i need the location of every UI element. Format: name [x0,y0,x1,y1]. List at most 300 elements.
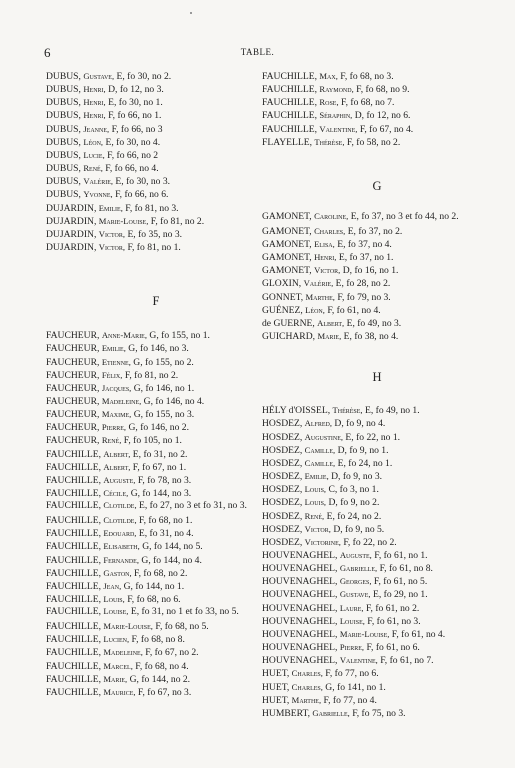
entry-surname: HÉLY d'OISSEL, [262,405,331,417]
index-entry [262,291,492,304]
section-letter-g: G [372,178,382,193]
index-entry [262,483,492,496]
entry-given-name: Augustine, [304,431,344,442]
entry-reference: G, fo 144, no 1. [123,580,185,592]
index-entry [262,264,492,277]
entry-surname: DUJARDIN, [46,202,97,214]
entry-surname: HOSDEZ, [262,418,303,430]
entry-given-name: Séraphin, [319,110,353,121]
entry-given-name: Victor, [314,265,341,276]
entry-reference: F, fo 66, no 3 [111,123,163,135]
entry-given-name: Léon, [305,304,325,315]
entry-reference: F, fo 61, no 2. [365,602,420,614]
index-entry [262,694,492,707]
entry-surname: FAUCHEUR, [46,343,100,355]
entry-reference: E, fo 37, no 4. [337,239,392,250]
entry-given-name: René, [83,163,103,174]
entry-reference: F, fo 61, no 3. [367,615,421,627]
entry-given-name: Victor, [304,523,331,534]
entry-reference: G, fo 146, no 3. [128,343,189,355]
section-letter-h: H [372,370,382,385]
index-entry [46,620,266,633]
entry-surname: HOUVENAGHEL, [262,642,338,654]
entry-reference: F, fo 81, no 1. [127,242,181,254]
entry-given-name: Victor, [98,242,126,253]
index-entry [46,487,266,500]
entry-surname: GUICHARD, [262,331,316,343]
entry-surname: HOUVENAGHEL, [262,655,338,667]
entry-surname: DUBUS, [46,84,81,96]
entry-reference: E, fo 37, no 1. [338,252,394,264]
entry-surname: HOSDEZ, [262,457,303,469]
entry-given-name: Albert, [317,317,345,328]
index-entry [262,404,492,417]
index-group-f-continued [262,70,492,149]
index-entry [262,470,492,483]
entry-surname: FAUCHILLE, [262,84,317,96]
entry-reference: F, fo 81, no 3. [125,202,179,214]
entry-given-name: Gaston, [103,567,132,578]
right-column [262,70,492,720]
entry-given-name: Henri, [314,252,337,263]
index-entry [46,241,266,254]
index-entry [262,707,492,720]
index-entry [262,304,492,317]
entry-surname: DUBUS, [46,189,81,201]
entry-given-name: Marthe, [291,694,322,705]
entry-reference: F, fo 77, no 4. [323,694,377,706]
index-entry [46,342,266,355]
entry-reference: D, fo 9, no 5. [333,523,385,535]
entry-surname: FAUCHILLE, [46,554,101,566]
entry-surname: FAUCHILLE, [46,606,101,618]
entry-surname: FAUCHILLE, [46,488,101,500]
index-entry [262,330,492,343]
entry-reference: E, fo 28, no 2. [335,278,391,290]
entry-given-name: Max, [319,71,338,81]
entry-reference: G, fo 155, no 2. [133,356,194,368]
index-entry [262,251,492,264]
index-entry [46,514,266,527]
entry-reference: F, fo 68, no 9. [356,84,410,96]
entry-surname: HOUVENAGHEL, [262,602,338,614]
entry-reference: G, fo 146, no 2. [128,422,189,434]
entry-given-name: René, [101,435,122,446]
index-entry [46,448,266,461]
entry-reference: D, fo 12, no 6. [354,110,411,122]
entry-given-name: Valérie, [303,278,334,289]
entry-given-name: Marie-Louise, [98,215,149,226]
entry-surname: GAMONET, [262,239,312,250]
entry-given-name: Georges, [339,576,372,587]
entry-reference: F, fo 61, no 4. [391,628,446,640]
entry-surname: FAUCHILLE, [46,647,101,659]
entry-reference: F, fo 79, no 3. [337,291,391,303]
entry-given-name: Marcel, [103,660,133,671]
entry-reference: F, fo 81, no 2. [150,215,205,227]
entry-surname: FAUCHILLE, [46,461,101,473]
entry-surname: GAMONET, [262,210,312,222]
entry-given-name: Elisabeth, [103,541,140,552]
index-entry [46,673,266,686]
entry-reference: D, fo 16, no 1. [342,265,399,277]
entry-given-name: Caroline, [314,210,349,221]
index-entry [46,188,266,201]
index-entry [262,562,492,575]
entry-reference: F, fo 66, no 2 [107,149,159,161]
entry-reference: D, fo 9, no 1. [337,444,389,456]
index-entry [262,615,492,628]
entry-given-name: Louis, [103,594,125,605]
entry-surname: GAMONET, [262,265,312,277]
entry-given-name: Thérèse, [332,405,363,416]
entry-reference: F, fo 78, no 3. [137,474,192,486]
entry-reference: D, fo 9, no 3. [331,471,383,483]
entry-reference: D, fo 9, no 4. [334,418,386,430]
entry-given-name: Laure, [339,602,364,613]
index-entry [262,211,492,222]
entry-surname: FAUCHILLE, [46,528,101,540]
index-entry [262,70,492,83]
entry-given-name: Marie, [317,331,342,342]
entry-surname: FAUCHILLE, [46,567,101,579]
index-entry [46,686,266,699]
entry-given-name: Gustave, [339,589,371,600]
index-entry [46,646,266,659]
entry-given-name: Gabrielle, [312,707,350,718]
entry-surname: DUBUS, [46,149,81,161]
index-entry [262,510,492,523]
entry-given-name: Thérèse, [314,136,345,147]
entry-given-name: Gustave, [83,71,115,81]
entry-reference: E, fo 31, no 1 et fo 33, no 5. [130,606,239,618]
entry-reference: G, fo 144, no 4. [141,554,202,566]
index-group-g [262,211,492,343]
entry-surname: FAUCHILLE, [262,123,317,135]
entry-reference: F, fo 68, no 3. [340,71,394,82]
index-entry [262,667,492,680]
entry-reference: D, fo 12, no 3. [108,84,164,96]
index-entry [262,549,492,562]
entry-reference: E, fo 27, no 3 et fo 31, no 3. [139,500,247,512]
entry-surname: FAUCHEUR, [46,422,100,434]
entry-surname: HOUVENAGHEL, [262,628,338,640]
entry-given-name: Gabrielle, [339,563,378,574]
entry-surname: DUBUS, [46,163,81,175]
entry-surname: FAUCHEUR, [46,435,100,447]
entry-surname: GAMONET, [262,252,312,264]
entry-reference: F, fo 61, no 5. [373,576,428,588]
index-entry [46,96,266,109]
entry-given-name: Madeleine, [101,395,142,406]
entry-reference: F, fo 58, no 2. [346,136,401,148]
entry-given-name: Camille, [304,444,336,455]
entry-reference: E, fo 31, no 4. [138,528,194,540]
entry-surname: HOSDEZ, [262,523,303,535]
entry-reference: E, fo 35, no 3. [127,228,183,240]
entry-given-name: Jean, [103,580,122,591]
entry-given-name: Lucie, [83,149,105,160]
entry-given-name: Henri, [83,97,106,108]
entry-reference: E, fo 24, no 1. [337,457,393,469]
entry-surname: HOUVENAGHEL, [262,615,338,627]
entry-given-name: Yvonne, [83,189,113,200]
entry-given-name: Léon, [83,136,104,147]
left-column [46,70,266,699]
entry-given-name: Louise, [103,606,129,617]
entry-reference: F, fo 75, no 3. [352,707,406,719]
entry-reference: E, fo 37, no 2. [347,225,403,237]
entry-surname: HUET, [262,694,290,706]
entry-given-name: Rose, [319,97,339,108]
index-entry [46,554,266,567]
index-group-d [46,70,266,254]
entry-given-name: Victor, [98,228,126,239]
entry-surname: GONNET, [262,291,304,303]
index-entry [46,408,266,421]
entry-given-name: Jacques, [101,382,132,393]
entry-surname: DUBUS, [46,71,81,82]
entry-given-name: Madeleine, [103,647,143,658]
index-entry [262,602,492,615]
entry-reference: G, fo 155, no 3. [133,409,195,421]
entry-reference: F, fo 22, no 2. [343,536,397,548]
index-entry [46,395,266,408]
index-entry [262,417,492,430]
entry-surname: FAUCHILLE, [46,474,101,486]
entry-surname: DUBUS, [46,123,81,135]
entry-given-name: Pierre, [339,642,365,653]
entry-given-name: Louise, [339,615,365,626]
section-letter-f: F [152,294,160,309]
entry-surname: DUBUS, [46,97,81,109]
entry-given-name: Jeanne, [83,123,110,134]
entry-given-name: Marie-Louise, [103,621,153,632]
index-entry [46,474,266,487]
index-entry [262,523,492,536]
entry-reference: G, fo 144, no 5. [142,541,203,553]
entry-given-name: Lucien, [103,634,130,645]
entry-reference: F, fo 68, no 6. [127,594,181,606]
entry-given-name: Valentine, [339,655,378,666]
entry-reference: D, fo 9, no 2. [328,497,380,509]
entry-surname: FAUCHILLE, [46,686,101,698]
index-entry [46,136,266,149]
entry-given-name: Clotilde, [103,500,137,511]
entry-given-name: Emilie, [98,202,123,213]
index-entry [46,580,266,593]
index-entry [46,215,266,228]
index-entry [46,434,266,447]
index-entry [262,96,492,109]
entry-surname: DUBUS, [46,176,81,188]
entry-reference: F, fo 67, no 2. [145,647,199,659]
index-group-f [46,329,266,699]
entry-reference: F, fo 61, no 4. [327,304,381,316]
entry-surname: DUJARDIN, [46,242,97,254]
entry-reference: F, fo 61, no 7. [380,655,434,667]
entry-given-name: Henri, [83,110,106,121]
entry-given-name: Charles, [314,225,346,236]
index-entry [46,356,266,369]
entry-surname: FAUCHEUR, [46,330,100,342]
entry-reference: E, fo 30, no 4. [105,136,161,148]
entry-reference: E, fo 30, no 2. [116,71,172,82]
index-entry [46,70,266,83]
print-mark [190,12,192,14]
entry-surname: HOUVENAGHEL, [262,576,338,588]
index-entry [262,588,492,601]
index-entry [46,123,266,136]
index-entry [262,277,492,290]
entry-surname: FAUCHILLE, [46,660,101,672]
entry-surname: HOUVENAGHEL, [262,563,338,575]
entry-given-name: Albert, [103,461,131,472]
entry-given-name: Louis, [304,497,327,508]
entry-given-name: Raymond, [319,84,354,95]
entry-given-name: Pierre, [101,422,127,433]
index-entry [262,123,492,136]
entry-surname: FAUCHILLE, [262,71,317,82]
entry-given-name: Charles, [291,668,323,679]
entry-surname: HOSDEZ, [262,484,303,496]
index-entry [262,641,492,654]
entry-surname: DUBUS, [46,110,81,122]
entry-reference: F, fo 61, no 6. [366,642,420,654]
page-number: 6 [44,45,51,60]
index-entry [46,382,266,395]
entry-surname: HOSDEZ, [262,497,303,509]
entry-surname: FAUCHILLE, [46,580,101,592]
entry-given-name: Valérie, [83,176,114,187]
index-entry [262,654,492,667]
entry-given-name: Emilie, [101,343,126,354]
entry-given-name: Edouard, [103,528,137,539]
entry-surname: FAUCHILLE, [46,621,101,633]
entry-surname: HUMBERT, [262,707,311,719]
index-entry [262,681,492,694]
entry-reference: G, fo 146, no 4. [143,395,205,407]
entry-surname: HOSDEZ, [262,510,303,522]
entry-reference: E, fo 24, no 2. [326,510,382,522]
entry-reference: G, fo 141, no 1. [325,681,386,693]
entry-reference: F, fo 67, no 3. [137,686,192,698]
index-entry [46,527,266,540]
entry-reference: E, fo 37, no 3 et fo 44, no 2. [350,210,459,222]
entry-reference: F, fo 66, no 6. [115,189,169,201]
entry-reference: F, fo 68, no 7. [341,97,395,109]
entry-reference: E, fo 30, no 1. [108,97,163,109]
index-entry [46,149,266,162]
index-entry [262,136,492,149]
entry-surname: de GUERNE, [262,317,315,329]
entry-reference: E, fo 29, no 1. [373,589,428,601]
entry-surname: GUÉNEZ, [262,304,303,316]
entry-surname: HUET, [262,681,290,693]
entry-given-name: Félix, [101,369,123,380]
entry-surname: HOSDEZ, [262,444,303,456]
entry-surname: FAUCHILLE, [262,110,317,122]
index-entry [46,593,266,606]
index-entry [262,225,492,238]
entry-reference: E, fo 31, no 2. [132,448,188,460]
entry-surname: DUJARDIN, [46,228,97,240]
index-entry [262,317,492,330]
index-entry [46,369,266,382]
index-entry [46,202,266,215]
entry-surname: HOSDEZ, [262,471,303,483]
index-entry [46,175,266,188]
entry-surname: FAUCHILLE, [46,515,101,527]
entry-reference: F, fo 105, no 1. [123,435,182,447]
entry-reference: F, fo 68, no 2. [134,567,188,579]
entry-surname: DUJARDIN, [46,215,97,227]
entry-surname: FAUCHEUR, [46,382,100,394]
entry-reference: F, fo 68, no 4. [135,660,189,672]
entry-reference: F, fo 66, no 1. [108,110,162,122]
entry-given-name: Anne-Marie, [101,330,147,341]
index-entry [262,536,492,549]
entry-reference: F, fo 68, no 8. [131,634,185,646]
entry-given-name: Charles, [291,681,323,692]
entry-given-name: Elisa, [314,239,335,249]
index-entry [46,109,266,122]
index-entry [46,606,266,617]
index-entry [46,83,266,96]
entry-reference: F, fo 61, no 1. [374,549,428,561]
entry-surname: GAMONET, [262,225,312,237]
index-entry [262,238,492,251]
entry-given-name: Albert, [103,448,131,459]
index-group-h [262,404,492,720]
entry-reference: F, fo 66, no 4. [105,163,159,175]
index-entry [262,496,492,509]
index-entry [46,329,266,342]
entry-reference: E, fo 22, no 1. [345,431,401,443]
entry-surname: GLOXIN, [262,278,302,290]
entry-reference: F, fo 68, no 1. [139,515,193,527]
entry-surname: FAUCHILLE, [46,594,101,606]
entry-given-name: Henri, [83,84,106,95]
entry-given-name: René, [304,510,325,521]
index-entry [46,228,266,241]
entry-given-name: Clotilde, [103,515,137,526]
entry-surname: FLAYELLE, [262,136,313,148]
entry-reference: E, fo 38, no 4. [343,331,399,343]
entry-reference: E, fo 49, no 1. [365,405,420,417]
entry-given-name: Etienne, [101,356,131,367]
entry-given-name: Cécile, [103,488,129,499]
entry-given-name: Maxime, [101,409,132,420]
entry-given-name: Auguste, [103,474,136,485]
entry-given-name: Marie, [103,673,128,684]
entry-surname: HOSDEZ, [262,536,303,548]
index-entry [46,540,266,553]
index-entry [262,575,492,588]
entry-reference: F, fo 67, no 4. [359,123,414,135]
entry-reference: E, fo 49, no 3. [346,317,402,329]
index-entry [262,109,492,122]
entry-surname: FAUCHILLE, [46,541,101,553]
index-entry [46,500,266,511]
index-entry [262,457,492,470]
index-entry [262,444,492,457]
entry-reference: G, fo 144, no 2. [129,673,191,685]
index-entry [46,633,266,646]
entry-reference: F, fo 67, no 1. [132,461,187,473]
entry-reference: F, fo 81, no 2. [124,369,179,381]
entry-surname: FAUCHEUR, [46,395,100,407]
